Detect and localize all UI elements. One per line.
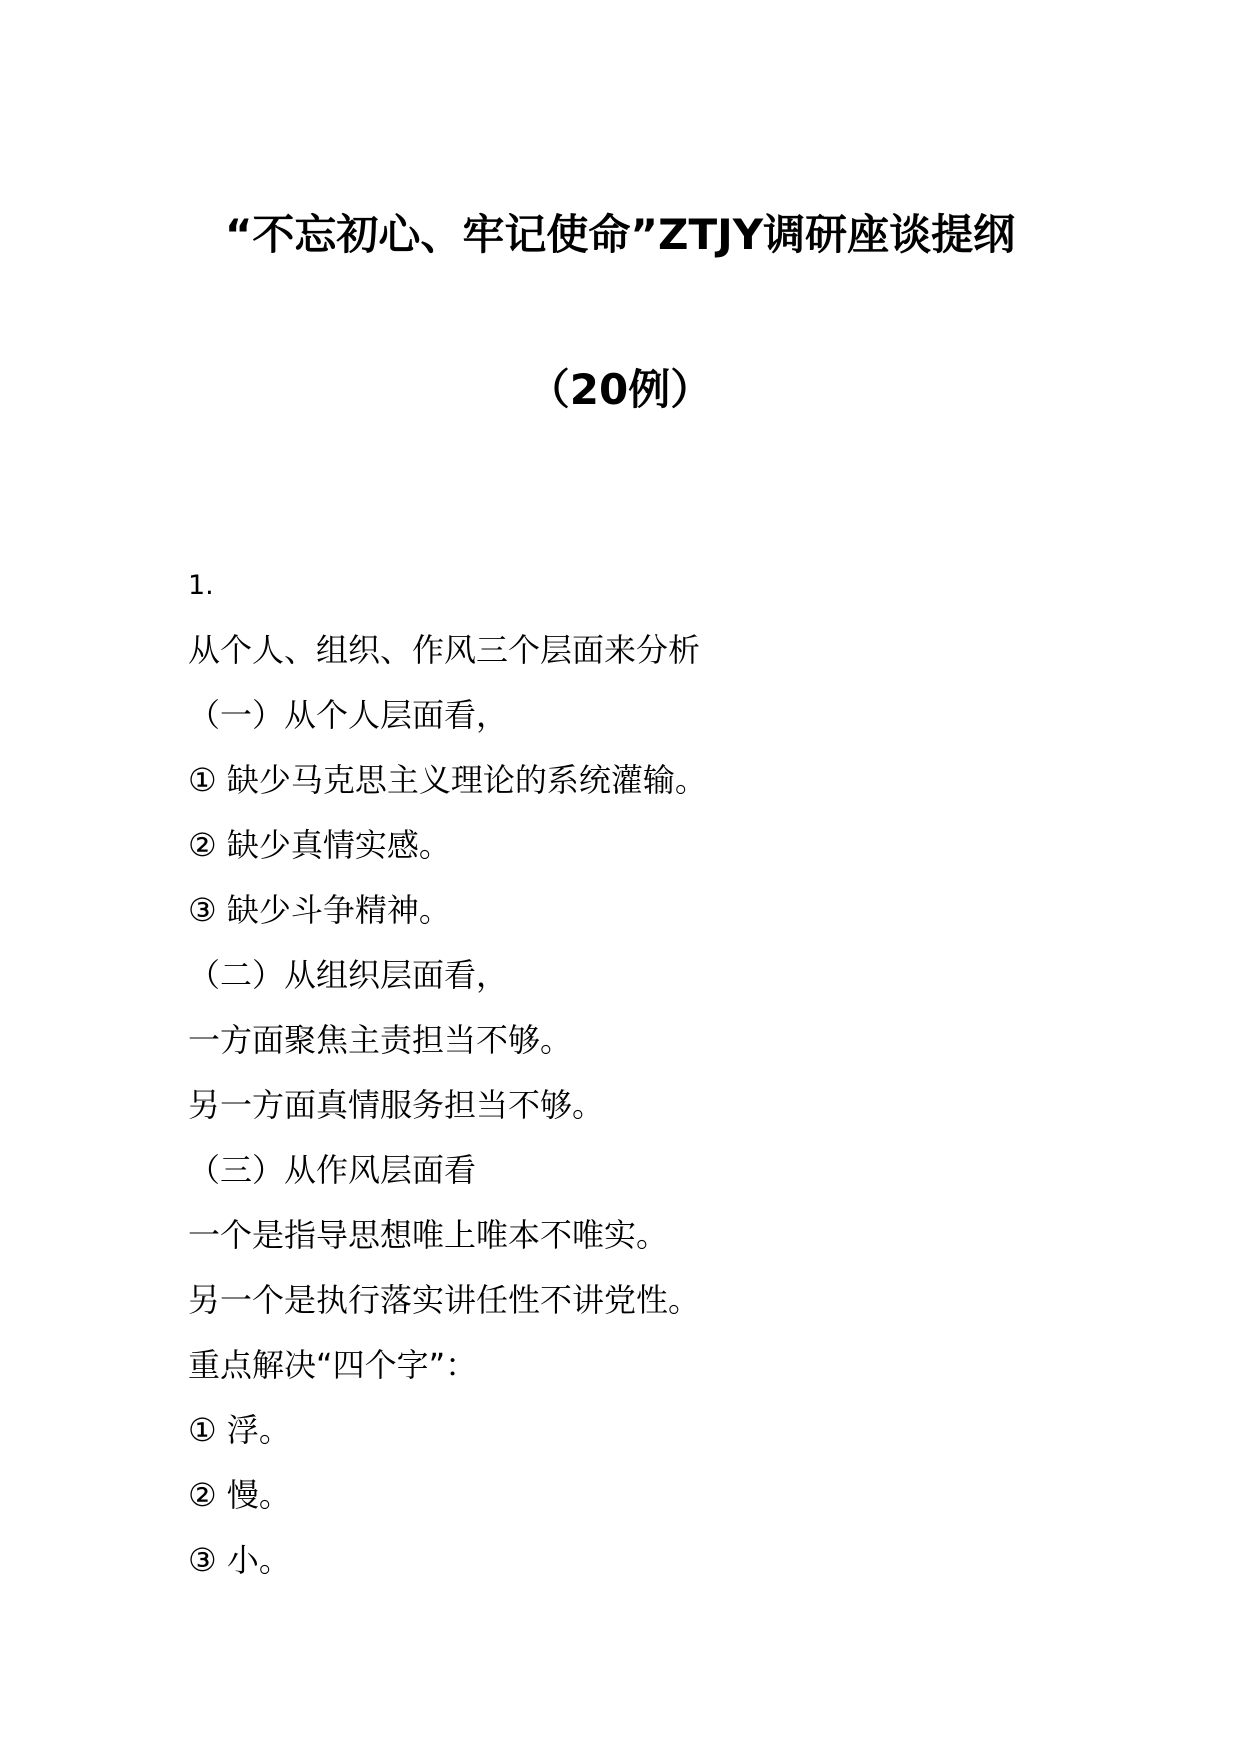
section-heading: （一）从个人层面看， [188,696,509,734]
section-heading: （三）从作风层面看 [188,1151,477,1189]
list-item: ② 缺少真情实感。 [188,826,451,864]
document-subtitle: （20例） [527,365,713,414]
paragraph: 另一个是执行落实讲任性不讲党性。 [188,1281,701,1319]
paragraph: 一个是指导思想唯上唯本不唯实。 [188,1216,669,1254]
section-number: 1. [188,570,214,601]
paragraph: 另一方面真情服务担当不够。 [188,1086,605,1124]
section-heading: （二）从组织层面看， [188,956,509,994]
list-item: ① 缺少马克思主义理论的系统灌输。 [188,761,707,799]
list-item: ② 慢。 [188,1476,291,1514]
list-item: ③ 小。 [188,1541,291,1579]
paragraph: 重点解决“四个字”： [188,1346,478,1384]
paragraph: 一方面聚焦主责担当不够。 [188,1021,573,1059]
paragraph: 从个人、组织、作风三个层面来分析 [188,631,701,669]
document-title: “不忘初心、牢记使命”ZTJY调研座谈提纲 [224,210,1016,259]
list-item: ③ 缺少斗争精神。 [188,891,451,929]
list-item: ① 浮。 [188,1411,291,1449]
document-body [188,553,1108,1593]
